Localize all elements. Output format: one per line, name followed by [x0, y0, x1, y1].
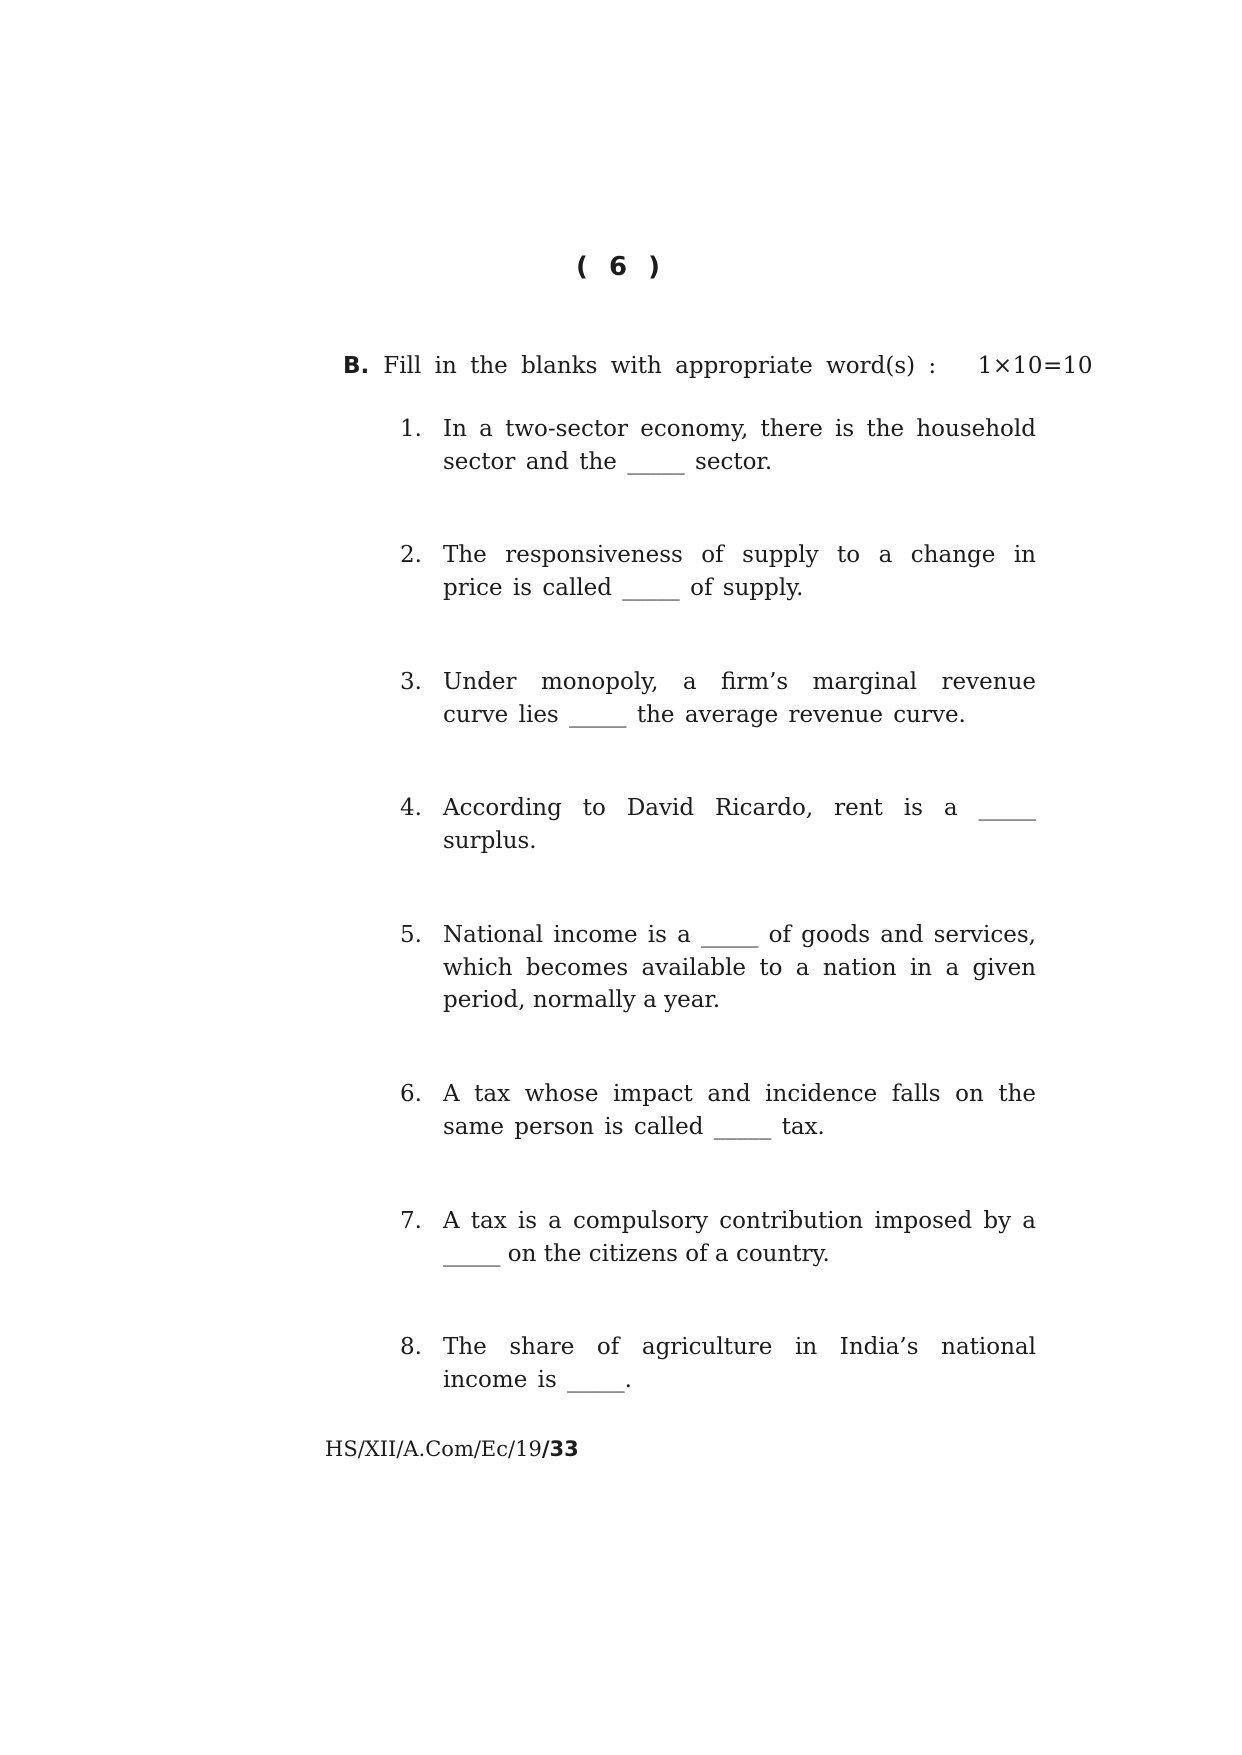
question-6	[400, 1078, 1036, 1143]
question-8	[400, 1331, 1036, 1396]
section-label: B.	[343, 353, 370, 379]
question-5	[400, 919, 1036, 1017]
paper-code: HS/XII/A.Com/Ec/19	[325, 1437, 542, 1461]
question-text: A tax is a compulsory contribution imposed by a _____ on the citizens of a country.	[443, 1208, 1036, 1267]
question-4	[400, 792, 1036, 857]
question-number: 6.	[400, 1081, 422, 1107]
footer-paper-code	[325, 1437, 579, 1461]
page-number: ( 6 )	[576, 252, 666, 282]
question-1	[400, 413, 1036, 478]
question-text: A tax whose impact and incidence falls on the same person is called _____ tax.	[443, 1081, 1036, 1140]
question-text: The responsiveness of supply to a change in price is called _____ of supply.	[443, 542, 1036, 601]
copy-number: /33	[541, 1437, 579, 1461]
question-number: 4.	[400, 795, 422, 821]
question-text: National income is a _____ of goods and services, which becomes available to a nation in a given period, normally a year.	[443, 922, 1036, 1013]
section-marks: 1×10=10	[977, 353, 1093, 379]
question-text: Under monopoly, a firm’s marginal revenue curve lies _____ the average revenue curve.	[443, 669, 1036, 728]
question-number: 2.	[400, 542, 422, 568]
question-text: The share of agriculture in India’s national income is _____.	[443, 1334, 1036, 1393]
question-2	[400, 539, 1036, 604]
question-number: 8.	[400, 1334, 422, 1360]
section-instruction: Fill in the blanks with appropriate word(s) :	[383, 353, 937, 379]
question-number: 7.	[400, 1208, 422, 1234]
question-3	[400, 666, 1036, 731]
question-number: 1.	[400, 416, 422, 442]
section-heading	[343, 350, 1093, 382]
question-number: 3.	[400, 669, 422, 695]
question-text: According to David Ricardo, rent is a _____ surplus.	[443, 795, 1036, 854]
question-text: In a two-sector economy, there is the household sector and the _____ sector.	[443, 416, 1036, 475]
question-7	[400, 1205, 1036, 1270]
question-number: 5.	[400, 922, 422, 948]
